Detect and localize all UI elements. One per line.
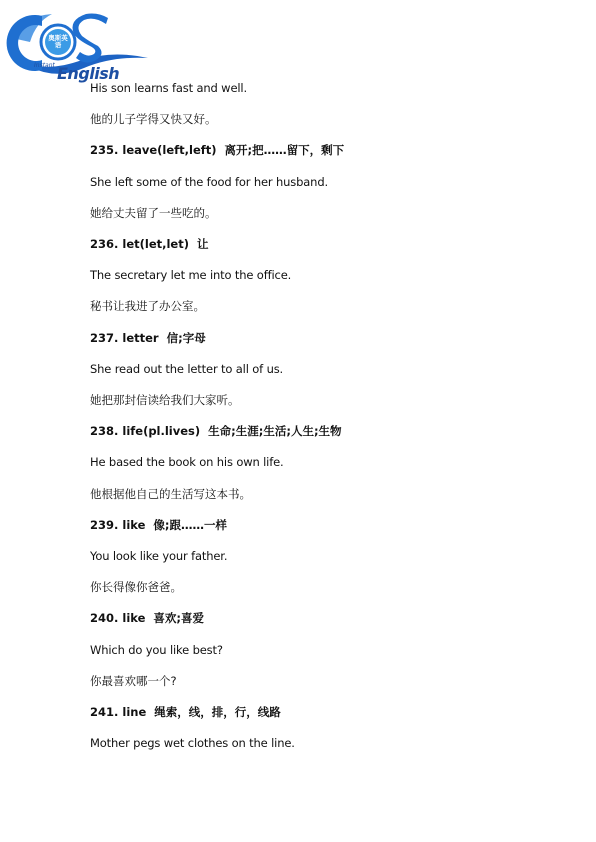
example-sentence: She left some of the food for her husband. (90, 174, 328, 189)
headword-entry (90, 143, 344, 157)
headword-meaning: 信;字母 (166, 330, 206, 345)
example-sentence: He based the book on his own life. (90, 455, 284, 470)
headword-meaning: 像;跟……一样 (153, 517, 228, 532)
headword: 240. like (90, 611, 146, 626)
logo-word: English (57, 64, 120, 83)
example-translation: 她给丈夫留了一些吃的。 (90, 205, 217, 220)
example-sentence: You look like your father. (90, 549, 228, 563)
headword: 235. leave(left,left) (90, 143, 217, 158)
headword-entry (90, 331, 206, 345)
headword-meaning: 喜欢;喜爱 (153, 611, 205, 626)
example-sentence: The secretary let me into the office. (90, 268, 292, 283)
example-sentence: His son learns fast and well. (90, 81, 247, 95)
logo-small-text: Instant (34, 62, 55, 69)
example-translation: 秘书让我进了办公室。 (90, 299, 205, 314)
example-sentence: She read out the letter to all of us. (90, 361, 284, 376)
headword: 237. letter (90, 330, 159, 345)
headword-meaning: 离开;把……留下，剩下 (224, 143, 345, 158)
headword: 241. line (90, 705, 147, 719)
logo-letter-s (73, 14, 109, 63)
headword-meaning: 让 (196, 237, 209, 251)
headword-entry (90, 611, 204, 625)
headword-entry (90, 705, 281, 719)
headword-meaning: 生命;生涯;生活;人生;生物 (208, 424, 342, 439)
headword: 238. life(pl.lives) (90, 424, 201, 439)
headword-entry (90, 237, 208, 251)
headword-entry (90, 518, 227, 532)
example-translation: 你长得像你爸爸。 (90, 580, 182, 595)
headword: 236. let(let,let) (90, 237, 189, 251)
example-sentence: Mother pegs wet clothes on the line. (90, 736, 295, 751)
headword-meaning: 绳索，线，排，行，线路 (154, 705, 281, 719)
example-translation: 他根据他自己的生活写这本书。 (90, 486, 251, 501)
example-sentence: Which do you like best? (90, 642, 223, 657)
example-translation: 她把那封信读给我们大家听。 (90, 393, 240, 407)
headword: 239. like (90, 517, 146, 532)
logo-badge-text: 奥斯英语 (48, 34, 68, 49)
instant-english-logo (2, 8, 152, 84)
headword-entry (90, 424, 342, 438)
example-translation: 他的儿子学得又快又好。 (90, 112, 217, 127)
example-translation: 你最喜欢哪一个? (90, 673, 177, 688)
